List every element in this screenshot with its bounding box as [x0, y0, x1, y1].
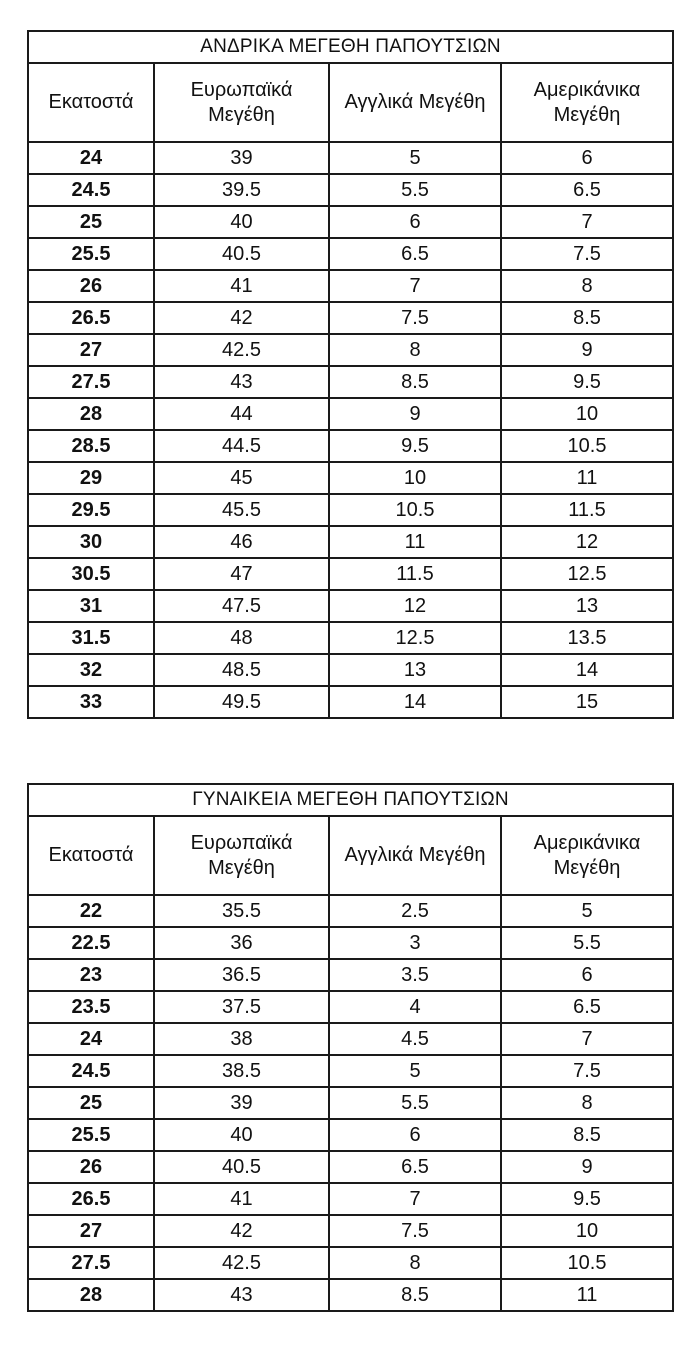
table-row	[28, 302, 673, 334]
cell-uk: 5.5	[329, 174, 501, 206]
table-row	[28, 622, 673, 654]
cell-eu: 45.5	[154, 494, 329, 526]
cell-eu: 45	[154, 462, 329, 494]
cell-us: 10	[501, 1215, 673, 1247]
cell-eu: 40	[154, 206, 329, 238]
cell-us: 5	[501, 895, 673, 927]
cell-us: 11	[501, 462, 673, 494]
cell-eu: 39	[154, 142, 329, 174]
cell-uk: 5.5	[329, 1087, 501, 1119]
cell-uk: 12.5	[329, 622, 501, 654]
cell-us: 9	[501, 334, 673, 366]
table-row	[28, 1151, 673, 1183]
cell-uk: 7	[329, 270, 501, 302]
cell-eu: 48	[154, 622, 329, 654]
cell-cm: 28	[28, 1279, 154, 1311]
mens-size-table	[27, 30, 674, 719]
cell-us: 14	[501, 654, 673, 686]
cell-us: 11.5	[501, 494, 673, 526]
cell-eu: 36.5	[154, 959, 329, 991]
cell-uk: 8.5	[329, 1279, 501, 1311]
table-row	[28, 558, 673, 590]
cell-us: 12	[501, 526, 673, 558]
cell-eu: 36	[154, 927, 329, 959]
table-row	[28, 1119, 673, 1151]
cell-eu: 41	[154, 1183, 329, 1215]
table-row	[28, 991, 673, 1023]
cell-cm: 24	[28, 1023, 154, 1055]
cell-cm: 23	[28, 959, 154, 991]
cell-eu: 39	[154, 1087, 329, 1119]
table-row	[28, 462, 673, 494]
cell-eu: 38.5	[154, 1055, 329, 1087]
cell-cm: 33	[28, 686, 154, 718]
table-row	[28, 334, 673, 366]
cell-us: 7	[501, 1023, 673, 1055]
cell-eu: 40	[154, 1119, 329, 1151]
cell-us: 9.5	[501, 366, 673, 398]
cell-eu: 42	[154, 302, 329, 334]
cell-eu: 42.5	[154, 334, 329, 366]
table-row	[28, 895, 673, 927]
cell-eu: 37.5	[154, 991, 329, 1023]
table-row	[28, 238, 673, 270]
cell-cm: 22.5	[28, 927, 154, 959]
table-title: ΓΥΝΑΙΚΕΙΑ ΜΕΓΕΘΗ ΠΑΠΟΥΤΣΙΩΝ	[28, 784, 673, 816]
cell-uk: 3.5	[329, 959, 501, 991]
cell-eu: 43	[154, 366, 329, 398]
header-uk: Αγγλικά Μεγέθη	[329, 63, 501, 142]
cell-eu: 44	[154, 398, 329, 430]
cell-us: 7.5	[501, 1055, 673, 1087]
cell-uk: 13	[329, 654, 501, 686]
cell-us: 13	[501, 590, 673, 622]
cell-cm: 24	[28, 142, 154, 174]
cell-cm: 25	[28, 206, 154, 238]
cell-eu: 41	[154, 270, 329, 302]
cell-eu: 44.5	[154, 430, 329, 462]
cell-uk: 5	[329, 1055, 501, 1087]
cell-cm: 32	[28, 654, 154, 686]
header-cm: Εκατοστά	[28, 63, 154, 142]
cell-uk: 8	[329, 334, 501, 366]
cell-us: 10.5	[501, 1247, 673, 1279]
cell-us: 8	[501, 270, 673, 302]
header-cm: Εκατοστά	[28, 816, 154, 895]
cell-eu: 46	[154, 526, 329, 558]
cell-uk: 6.5	[329, 238, 501, 270]
cell-cm: 27	[28, 334, 154, 366]
table-row	[28, 1183, 673, 1215]
cell-uk: 2.5	[329, 895, 501, 927]
table-row	[28, 1279, 673, 1311]
cell-uk: 4	[329, 991, 501, 1023]
cell-cm: 31.5	[28, 622, 154, 654]
cell-uk: 9.5	[329, 430, 501, 462]
cell-eu: 48.5	[154, 654, 329, 686]
cell-uk: 11.5	[329, 558, 501, 590]
table-row	[28, 686, 673, 718]
cell-eu: 42	[154, 1215, 329, 1247]
cell-uk: 4.5	[329, 1023, 501, 1055]
cell-cm: 23.5	[28, 991, 154, 1023]
table-row	[28, 366, 673, 398]
cell-cm: 31	[28, 590, 154, 622]
cell-uk: 6	[329, 1119, 501, 1151]
table-row	[28, 1023, 673, 1055]
cell-cm: 27.5	[28, 366, 154, 398]
cell-us: 6.5	[501, 991, 673, 1023]
cell-eu: 49.5	[154, 686, 329, 718]
cell-eu: 47	[154, 558, 329, 590]
table-row	[28, 494, 673, 526]
table-row	[28, 1215, 673, 1247]
cell-us: 7	[501, 206, 673, 238]
cell-cm: 26	[28, 1151, 154, 1183]
cell-uk: 5	[329, 142, 501, 174]
cell-uk: 12	[329, 590, 501, 622]
cell-cm: 27.5	[28, 1247, 154, 1279]
table-row	[28, 1247, 673, 1279]
cell-us: 9.5	[501, 1183, 673, 1215]
table-row	[28, 526, 673, 558]
cell-uk: 7.5	[329, 302, 501, 334]
table-row	[28, 1087, 673, 1119]
table-row	[28, 590, 673, 622]
table-row	[28, 142, 673, 174]
cell-eu: 40.5	[154, 238, 329, 270]
cell-us: 8.5	[501, 1119, 673, 1151]
cell-eu: 40.5	[154, 1151, 329, 1183]
cell-us: 6	[501, 959, 673, 991]
cell-cm: 24.5	[28, 1055, 154, 1087]
cell-uk: 8	[329, 1247, 501, 1279]
header-us: Αμερικάνικα Μεγέθη	[501, 816, 673, 895]
cell-uk: 9	[329, 398, 501, 430]
cell-uk: 7	[329, 1183, 501, 1215]
header-eu: Ευρωπαϊκά Μεγέθη	[154, 63, 329, 142]
table-title: ΑΝΔΡΙΚΑ ΜΕΓΕΘΗ ΠΑΠΟΥΤΣΙΩΝ	[28, 31, 673, 63]
cell-cm: 25.5	[28, 1119, 154, 1151]
cell-cm: 30.5	[28, 558, 154, 590]
cell-cm: 25.5	[28, 238, 154, 270]
cell-us: 10	[501, 398, 673, 430]
cell-us: 7.5	[501, 238, 673, 270]
cell-eu: 35.5	[154, 895, 329, 927]
cell-cm: 26.5	[28, 1183, 154, 1215]
cell-uk: 10	[329, 462, 501, 494]
cell-eu: 47.5	[154, 590, 329, 622]
table-row	[28, 398, 673, 430]
cell-us: 11	[501, 1279, 673, 1311]
cell-uk: 10.5	[329, 494, 501, 526]
table-row	[28, 206, 673, 238]
cell-cm: 24.5	[28, 174, 154, 206]
cell-cm: 29	[28, 462, 154, 494]
table-row	[28, 959, 673, 991]
cell-uk: 3	[329, 927, 501, 959]
cell-us: 15	[501, 686, 673, 718]
cell-cm: 25	[28, 1087, 154, 1119]
cell-cm: 26	[28, 270, 154, 302]
cell-us: 10.5	[501, 430, 673, 462]
header-uk: Αγγλικά Μεγέθη	[329, 816, 501, 895]
cell-eu: 39.5	[154, 174, 329, 206]
cell-cm: 29.5	[28, 494, 154, 526]
cell-uk: 11	[329, 526, 501, 558]
cell-us: 8.5	[501, 302, 673, 334]
cell-eu: 43	[154, 1279, 329, 1311]
header-eu: Ευρωπαϊκά Μεγέθη	[154, 816, 329, 895]
table-row	[28, 430, 673, 462]
cell-cm: 28	[28, 398, 154, 430]
table-row	[28, 270, 673, 302]
cell-cm: 26.5	[28, 302, 154, 334]
cell-uk: 14	[329, 686, 501, 718]
table-row	[28, 1055, 673, 1087]
cell-us: 5.5	[501, 927, 673, 959]
cell-eu: 42.5	[154, 1247, 329, 1279]
cell-uk: 6.5	[329, 1151, 501, 1183]
table-row	[28, 927, 673, 959]
cell-us: 9	[501, 1151, 673, 1183]
cell-uk: 8.5	[329, 366, 501, 398]
womens-size-table	[27, 783, 674, 1312]
header-us: Αμερικάνικα Μεγέθη	[501, 63, 673, 142]
cell-cm: 28.5	[28, 430, 154, 462]
cell-eu: 38	[154, 1023, 329, 1055]
cell-us: 13.5	[501, 622, 673, 654]
table-row	[28, 654, 673, 686]
table-row	[28, 174, 673, 206]
cell-us: 6.5	[501, 174, 673, 206]
cell-uk: 6	[329, 206, 501, 238]
cell-uk: 7.5	[329, 1215, 501, 1247]
cell-us: 12.5	[501, 558, 673, 590]
cell-cm: 30	[28, 526, 154, 558]
cell-cm: 22	[28, 895, 154, 927]
cell-cm: 27	[28, 1215, 154, 1247]
cell-us: 6	[501, 142, 673, 174]
cell-us: 8	[501, 1087, 673, 1119]
